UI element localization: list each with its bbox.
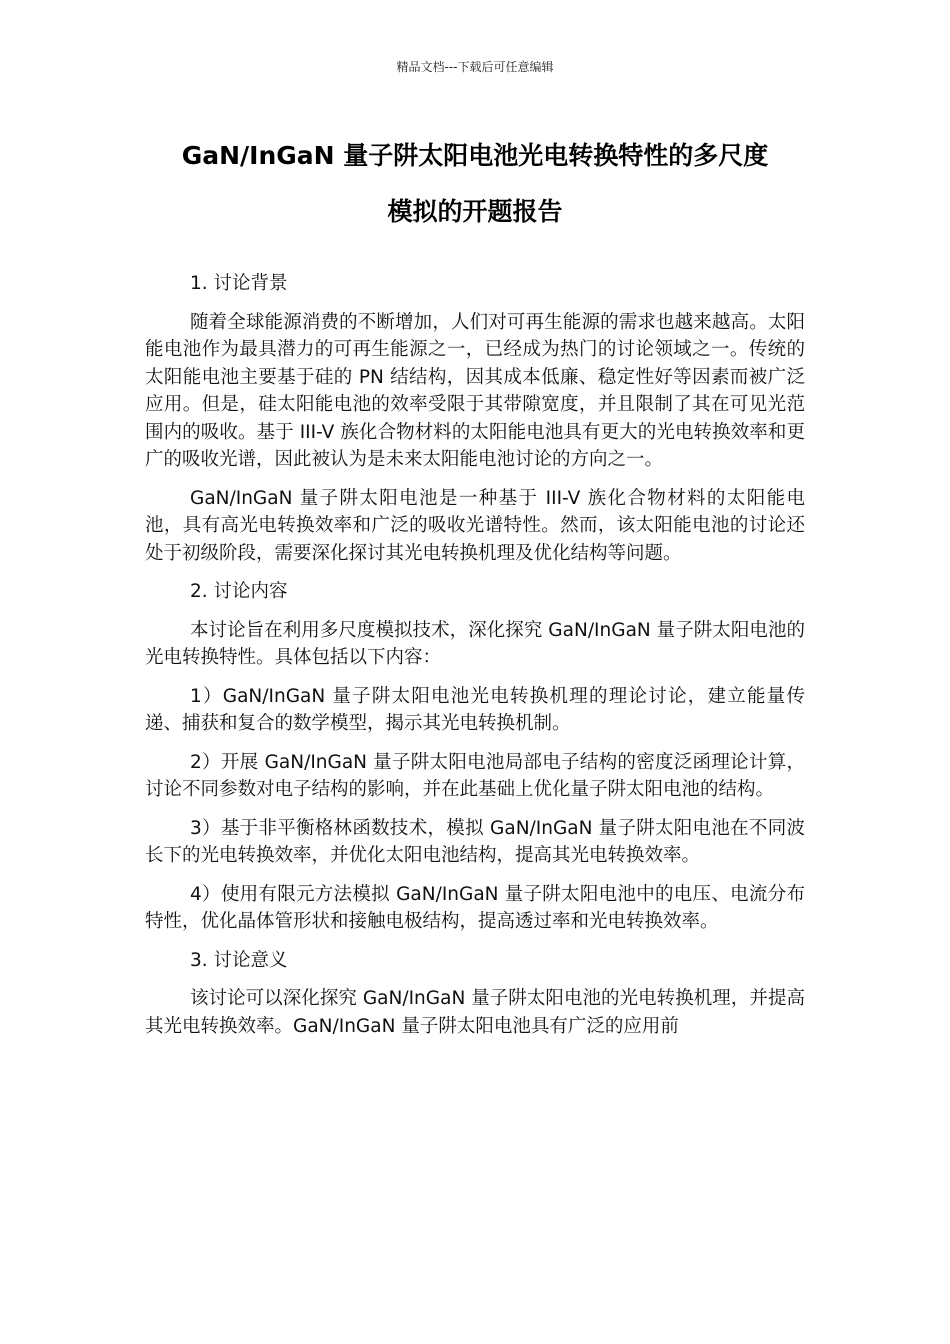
section-heading-content: 2. 讨论内容 <box>190 581 288 602</box>
section-heading-background: 1. 讨论背景 <box>190 273 288 294</box>
document-title-line-2: 模拟的开题报告 <box>387 197 563 226</box>
section-heading-significance: 3. 讨论意义 <box>190 949 288 971</box>
document-body <box>145 270 805 1051</box>
list-item: 3）基于非平衡格林函数技术，模拟 GaN/InGaN 量子阱太阳电池在不同波长下的光电转换效率，并优化太阳电池结构，提高其光电转换效率。 <box>145 817 805 866</box>
list-item: 1）GaN/InGaN 量子阱太阳电池光电转换机理的理论讨论，建立能量传递、捕获和复合的数学模型，揭示其光电转换机制。 <box>145 685 805 734</box>
header-note: 精品文档---下载后可任意编辑 <box>396 60 554 74</box>
paragraph: GaN/InGaN 量子阱太阳电池是一种基于 III-V 族化合物材料的太阳能电池，具有高光电转换效率和广泛的吸收光谱特性。然而，该太阳能电池的讨论还处于初级阶段，需要深化探讨其光电转换机理及优化结构等问题。 <box>145 487 805 564</box>
paragraph: 本讨论旨在利用多尺度模拟技术，深化探究 GaN/InGaN 量子阱太阳电池的光电转换特性。具体包括以下内容： <box>145 619 805 668</box>
paragraph: 该讨论可以深化探究 GaN/InGaN 量子阱太阳电池的光电转换机理，并提高其光电转换效率。GaN/InGaN 量子阱太阳电池具有广泛的应用前 <box>145 988 805 1037</box>
list-item: 4）使用有限元方法模拟 GaN/InGaN 量子阱太阳电池中的电压、电流分布特性，优化晶体管形状和接触电极结构，提高透过率和光电转换效率。 <box>145 883 805 932</box>
paragraph: 随着全球能源消费的不断增加，人们对可再生能源的需求也越来越高。太阳能电池作为最具潜力的可再生能源之一，已经成为热门的讨论领域之一。传统的太阳能电池主要基于硅的 PN 结结构，因其成本低廉、稳定性好等因素而被广泛应用。但是，硅太阳能电池的效率受限于其带隙宽度，并且限制了其在可见光范围内的吸收。基于 III-V 族化合物材料的太阳能电池具有更大的光电转换效率和更广的吸收光谱，因此被认为是未来太阳能电池讨论的方向之一。 <box>145 311 805 470</box>
document-title-line-1: GaN/InGaN 量子阱太阳电池光电转换特性的多尺度 <box>181 141 769 170</box>
list-item: 2）开展 GaN/InGaN 量子阱太阳电池局部电子结构的密度泛函理论计算，讨论不同参数对电子结构的影响，并在此基础上优化量子阱太阳电池的结构。 <box>145 751 805 800</box>
